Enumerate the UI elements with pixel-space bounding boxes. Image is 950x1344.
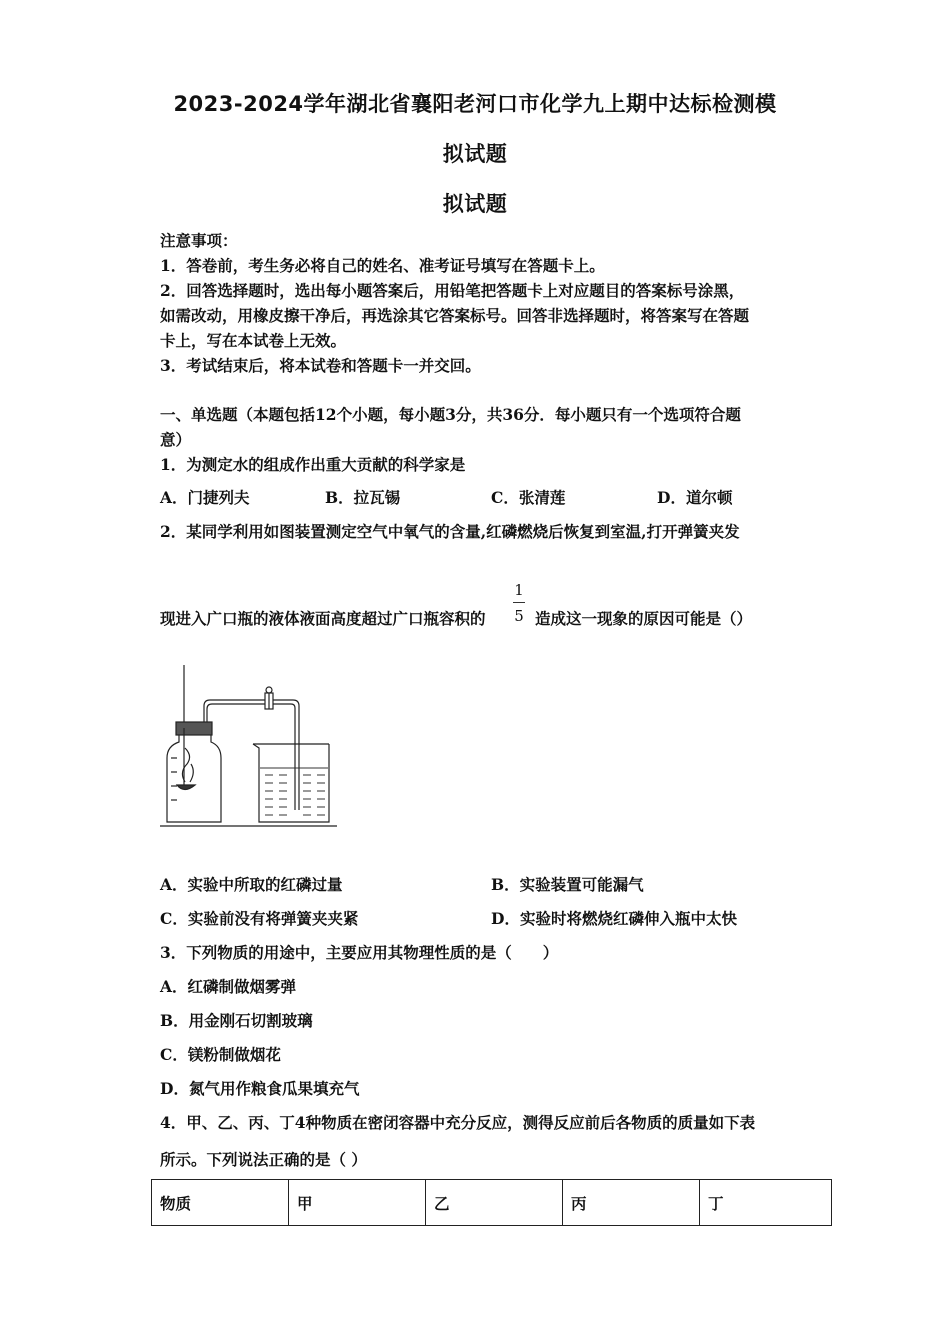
question-1-option-c: C．张清莲	[491, 488, 566, 507]
question-2-option-a: A．实验中所取的红磷过量	[160, 875, 343, 894]
table-row	[152, 1180, 832, 1226]
question-4-stem-line1: 4．甲、乙、丙、丁4种物质在密闭容器中充分反应，测得反应前后各物质的质量如下表	[160, 1113, 756, 1132]
section-heading-line1: 一、单选题（本题包括12个小题，每小题3分，共36分．每小题只有一个选项符合题	[160, 405, 741, 424]
question-3-stem: 3．下列物质的用途中，主要应用其物理性质的是（ ）	[160, 943, 559, 962]
question-1-option-d: D．道尔顿	[657, 488, 733, 507]
question-2-stem-line2b: 造成这一现象的原因可能是（）	[535, 609, 753, 628]
question-3-option-b: B．用金刚石切割玻璃	[160, 1011, 313, 1030]
notice-item-2a: 2．回答选择题时，选出每小题答案后，用铅笔把答题卡上对应题目的答案标号涂黑，	[160, 281, 745, 300]
table-header-cell: 丁	[700, 1180, 832, 1226]
notice-heading: 注意事项：	[160, 231, 238, 250]
question-2-stem-line1: 2．某同学利用如图装置测定空气中氧气的含量,红磷燃烧后恢复到室温,打开弹簧夹发	[160, 522, 740, 541]
notice-item-3: 3．考试结束后，将本试卷和答题卡一并交回。	[160, 356, 481, 375]
question-3-option-c: C．镁粉制做烟花	[160, 1045, 281, 1064]
table-header-cell: 物质	[152, 1180, 289, 1226]
fraction-numerator: 1	[514, 581, 524, 599]
section-heading-line2: 意）	[160, 430, 192, 449]
notice-item-2b: 如需改动，用橡皮擦干净后，再选涂其它答案标号。回答非选择题时，将答案写在答题	[160, 306, 750, 325]
question-4-stem-line2: 所示。下列说法正确的是（ ）	[160, 1150, 367, 1169]
fraction-denominator: 5	[514, 607, 524, 625]
table-header-cell: 甲	[289, 1180, 426, 1226]
oxygen-measurement-apparatus-figure	[155, 660, 345, 830]
fraction-bar	[513, 602, 525, 603]
exam-title-line1: 2023-2024学年湖北省襄阳老河口市化学九上期中达标检测模	[173, 92, 777, 116]
question-3-option-d: D．氮气用作粮食瓜果填充气	[160, 1079, 360, 1098]
question-1-stem: 1．为测定水的组成作出重大贡献的科学家是	[160, 455, 466, 474]
question-3-option-a: A．红磷制做烟雾弹	[160, 977, 297, 996]
question-2-option-b: B．实验装置可能漏气	[491, 875, 644, 894]
table-header-cell: 丙	[563, 1180, 700, 1226]
notice-item-2c: 卡上，写在本试卷上无效。	[160, 331, 347, 350]
question-1-option-b: B．拉瓦锡	[325, 488, 401, 507]
question-2-option-c: C．实验前没有将弹簧夹夹紧	[160, 909, 359, 928]
question-1-option-a: A．门捷列夫	[160, 488, 250, 507]
mass-table	[151, 1179, 832, 1226]
question-2-stem-line2a: 现进入广口瓶的液体液面高度超过广口瓶容积的	[160, 609, 486, 628]
table-header-cell: 乙	[426, 1180, 563, 1226]
exam-title-line3: 拟试题	[442, 192, 508, 216]
question-2-option-d: D．实验时将燃烧红磷伸入瓶中太快	[491, 909, 737, 928]
notice-item-1: 1．答卷前，考生务必将自己的姓名、准考证号填写在答题卡上。	[160, 256, 605, 275]
exam-title-line2: 拟试题	[442, 142, 508, 166]
